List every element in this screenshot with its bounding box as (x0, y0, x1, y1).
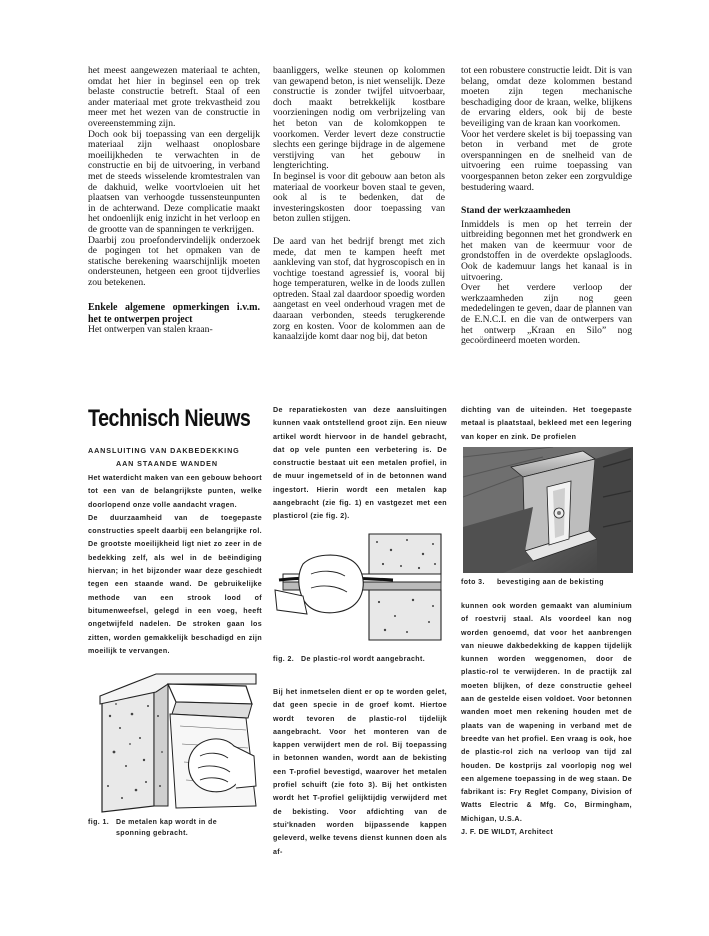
paragraph: Bij het inmetselen dient er op te worden gelet, dat geen specie in de groef komt. Hiertoe wordt tevoren de plastic-rol tijdelijk aangebracht. Voor het monteren van de kappen verwijdert men de rol. Bij toepassing in betonnen wanden, wordt aan de bekisting een T-profiel bevestigd, waarover het metalen profiel schuift (zie foto 3). Bij het ontkisten wordt het T-profiel gelijktijdig verwijderd met de bekisting. Voor afdichting van de stui'knaden worden bijpassende kappen geleverd, welke tevens dienst kunnen doen als af- (273, 688, 447, 856)
author-signature: J. F. DE WILDT, Architect (461, 828, 554, 837)
news-column-1 (88, 472, 262, 658)
paragraph: Het ontwerpen van stalen kraan- (88, 324, 213, 336)
paragraph: kunnen ook worden gemaakt van aluminium of roestvrij staal. Als voordeel kan nog worden genoemd, dat voor het aanbrengen van nieuwe dakbedekking de kappen tijdelijk kunnen worden weggenomen, door de plastic-rol te verwijderen. In de practijk zal moeten blijken, of deze constructie geheel aan de gestelde eisen voldoet. Voor betonnen wanden moet men rekening houden met de plaats van de wapening in verband met de breedte van het profiel. Een vraag is ook, hoe de plastic-rol zich na verloop van tijd zal houden. De kostprijs zal voorlopig nog wel een algemene toepassing in de weg staan. De fabrikant is: Fry Reglet Company, Division of Watts Electric & Mfg. Co, Birmingham, Michigan, U.S.A. (461, 602, 632, 823)
photo-3 (463, 447, 633, 573)
top-column-2 (273, 66, 445, 343)
paragraph: In beginsel is voor dit gebouw aan beton als materiaal de voorkeur boven staal te geven, ook al is te bedenken, dat de investeringskosten door toepassing van beton zullen stijgen. (273, 170, 445, 225)
photo-3-caption (461, 578, 632, 589)
paragraph: Over het verdere verloop der werkzaamheden zijn nog geen mededelingen te geven, daar de plannen van de E.N.C.I. en die van de ontwerpers van het ontwerp „Kraan en Silo” nog gecoördineerd moeten worden. (461, 282, 632, 347)
section-title: Technisch Nieuws (88, 405, 251, 432)
news-column-3-continued (461, 600, 632, 839)
paragraph: Inmiddels is men op het terrein der uitbreiding begonnen met het grondwerk en het maken van de keermuur voor de grondstoffen in de overdekte opslagloods. Ook de kademuur langs het kanaal is in uitvoering. (461, 218, 632, 283)
subheading-line: AANSLUITING VAN DAKBEDEKKING (88, 446, 240, 455)
paragraph: tot een robustere constructie leidt. Dit is van belang, omdat deze kolommen bestand moeten zijn tegen mechanische beschadiging door de kraan, welke, blijkens de ervaring elders, ook bij de beste beveiliging van de kraan kan voorkomen. (461, 65, 632, 129)
formwork-photo (463, 447, 633, 573)
figure-1-illustration (96, 656, 264, 816)
figure-2-illustration (273, 530, 445, 645)
section-heading: Stand der werkzaamheden (461, 205, 571, 217)
paragraph: Voor het verdere skelet is bij toepassing van beton in verband met de grote overspanningen en de snelheid van de uitvoering een ruime toepassing van voorgespannen beton zeker een zorgvuldige bestudering waard. (461, 128, 632, 193)
top-column-3 (461, 66, 632, 347)
news-column-2 (273, 404, 447, 524)
figure-2-caption (273, 655, 447, 666)
paragraph: het meest aangewezen materiaal te achten, omdat het hier in beginsel een op trek belaste constructie betreft. Staal of een ander materiaal met grote trekvastheid zou meer met het wezen van de constructie in overeenstemming zijn. (88, 65, 260, 129)
subheading-line: AAN STAANDE WANDEN (116, 459, 218, 468)
top-column-1 (88, 66, 260, 336)
metal-cap-drawing (96, 656, 264, 816)
paragraph: De duurzaamheid van de toegepaste constructies speelt daarbij een belangrijke rol. De grootste moeilijkheid ligt niet zo zeer in de bedekking zelf, als wel in de beëindiging hiervan; in het bijzonder waar deze geschiedt tegen een staande wand. De gebruikelijke methode van een strook lood of bitumenweefsel, gelegd in een voeg, heeft ongetwijfeld nadelen. De stroken gaan los zitten, worden gemakkelijk beschadigd en zijn moeilijk te vervangen. (88, 513, 262, 655)
paragraph: baanliggers, welke steunen op kolommen van gewapend beton, is niet wenselijk. Deze constructie is zonder twijfel uitvoerbaar, doch maakt betrekkelijk kostbare voorzieningen nodig om verbrijzeling van het beton van de kolomkoppen te voorkomen. Verder levert deze constructie slechts een geringe bijdrage in de algemene verstijving van het gebouw in lengterichting. (273, 65, 445, 172)
paragraph: De aard van het bedrijf brengt met zich mede, dat men te kampen heeft met aankleving van stof, dat hygroscopisch en in vochtige toestand agressief is, vooral bij hoge temperaturen, welke in de loods zullen optreden. Staal zal daardoor spoedig worden aangetast en veel onderhoud vragen met de daaraan verbonden, steeds terugkerende zorg en kosten. Voor de kolommen aan de kanaalzijde komt daar nog bij, dat beton (273, 235, 445, 343)
news-column-2-continued (273, 686, 447, 859)
caption-text: De metalen kap wordt in de (116, 819, 218, 826)
figure-label: fig. 2. (273, 656, 295, 663)
caption-text: bevestiging aan de bekisting (497, 579, 604, 586)
figure-1-caption (88, 818, 264, 839)
caption-text: De plastic-rol wordt aangebracht. (301, 656, 426, 663)
figure-label: foto 3. (461, 579, 485, 586)
article-subheading (88, 444, 260, 470)
paragraph: Het waterdicht maken van een gebouw behoort tot een van de belangrijkste punten, welke doorlopend onze volle aandacht vragen. (88, 474, 262, 509)
news-column-3 (461, 404, 632, 444)
paragraph: Daarbij zou proefondervindelijk onderzoek de pogingen tot het opmaken van de statische berekening waarschijnlijk moeten ondersteunen, hetgeen een groot tijdverlies zou betekenen. (88, 234, 260, 288)
figure-label: fig. 1. (88, 819, 110, 826)
paragraph: De reparatiekosten van deze aansluitingen kunnen vaak ontstellend groot zijn. Een nieuw artikel wordt hiervoor in de handel gebracht, dat op vele punten een verbetering is. De constructie bestaat uit een metalen profiel, in de muur ingemetseld of in de betonnen wand ingestort. Hierin wordt een metalen kap aangebracht (zie fig. 1) en vastgezet met een plasticrol (zie fig. 2). (273, 406, 447, 521)
caption-text: sponning gebracht. (116, 829, 189, 837)
section-heading: Enkele algemene opmerkingen i.v.m. het te ontwerpen project (88, 302, 260, 325)
plastic-roll-drawing (273, 530, 445, 645)
paragraph: dichting van de uiteinden. Het toegepaste metaal is plaatstaal, bekleed met een legering van koper en zink. De profielen (461, 406, 632, 441)
paragraph: Doch ook bij toepassing van een dergelijk materiaal zijn welhaast onoplosbare moeilijkheden te verwachten in de constructie en bij de uitvoering, in verband met de steeds wisselende kromtestralen van de dakhuid, welke voortvloeien uit het plaatsen van verhoogde tussensteunpunten in de achterwand. Deze complicatie maakt het ondoenlijk enig inzicht in het verloop en de grootte van de spanningen te verkrijgen. (88, 128, 260, 235)
